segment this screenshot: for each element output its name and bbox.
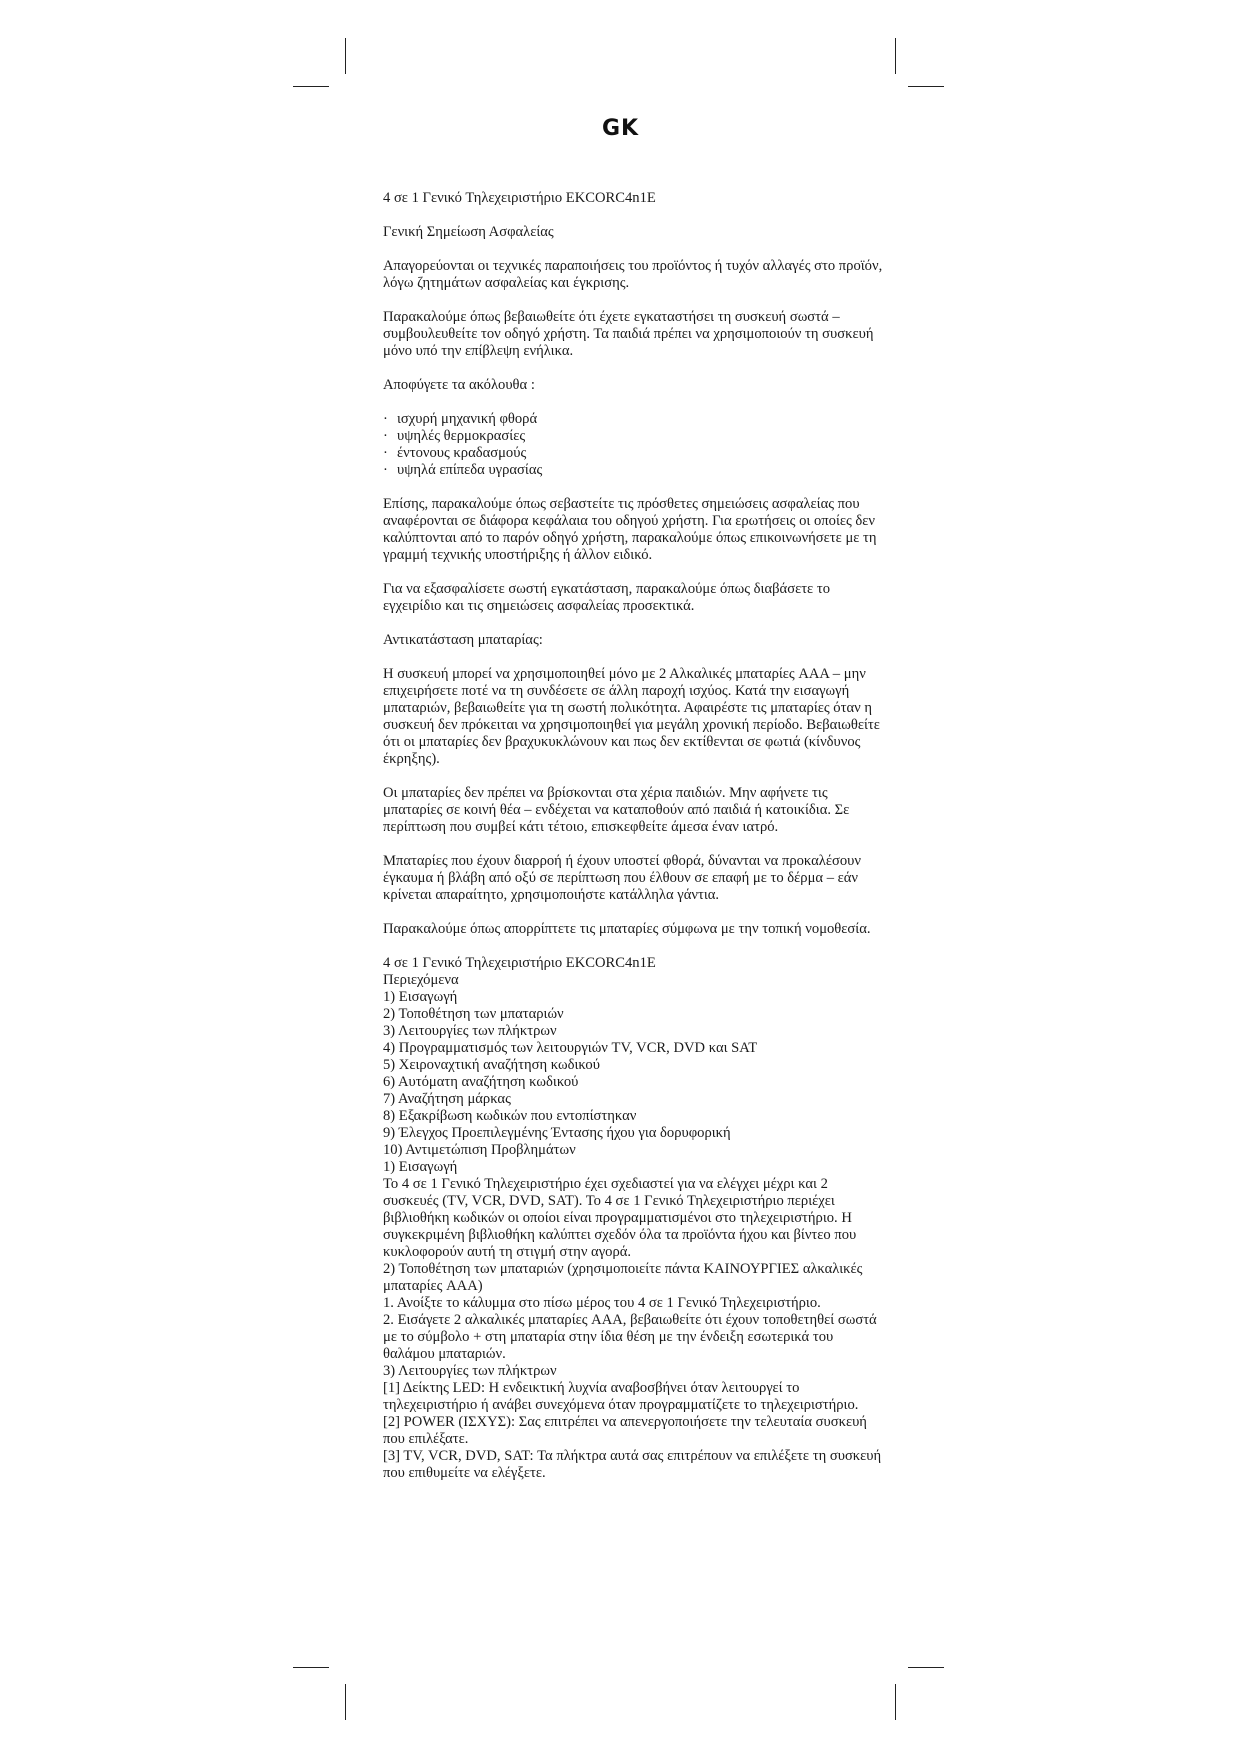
keys-heading: 3) Λειτουργίες των πλήκτρων [383,1363,557,1379]
bullet-icon: · [383,428,388,444]
table-of-contents [383,989,883,1159]
safety-paragraph-3: Επίσης, παρακαλούμε όπως σεβαστείτε τις πρόσθετες σημειώσεις ασφαλείας που αναφέρονται σε διάφορα κεφάλαια του οδηγού χρήστη. Για ερωτήσεις οι οποίες δεν καλύπτονται από το παρόν οδηγό χρήστη, παρακαλούμε όπως επικοινωνήσετε με τη γραμμή τεχνικής υποστήριξης ή άλλον ειδικό. [383,496,877,563]
toc-item: 8) Εξακρίβωση κωδικών που εντοπίστηκαν [383,1108,637,1124]
crop-mark-bottom-right-vertical [895,1684,896,1720]
key-description-3: [3] TV, VCR, DVD, SAT: Τα πλήκτρα αυτά σας επιτρέπουν να επιλέξετε τη συσκευή που επιθυμείτε να ελέγξετε. [383,1448,882,1481]
list-item: · ισχυρή μηχανική φθορά [383,411,538,427]
safety-paragraph-2: Παρακαλούμε όπως βεβαιωθείτε ότι έχετε εγκαταστήσει τη συσκευή σωστά – συμβουλευθείτε τον οδηγό χρήστη. Τα παιδιά πρέπει να χρησιμοποιούν τη συσκευή μόνο υπό την επίβλεψη ενήλικα. [383,309,874,359]
toc-item: 2) Τοποθέτηση των μπαταριών [383,1006,564,1022]
toc-item: 10) Αντιμετώπιση Προβλημάτων [383,1142,576,1158]
crop-mark-top-left-horizontal [293,86,329,87]
toc-item: 5) Χειροναχτική αναζήτηση κωδικού [383,1057,600,1073]
crop-mark-top-right-vertical [895,38,896,74]
battery-step-1: 1. Ανοίξτε το κάλυμμα στο πίσω μέρος του 4 σε 1 Γενικό Τηλεχειριστήριο. [383,1295,821,1311]
safety-heading: Γενική Σημείωση Ασφαλείας [383,224,554,240]
toc-item: 6) Αυτόματη αναζήτηση κωδικού [383,1074,579,1090]
crop-mark-bottom-left-horizontal [293,1667,329,1668]
manual-body [383,190,883,1482]
list-item: · έντονους κραδασμούς [383,445,527,461]
battery-paragraph-2: Οι μπαταρίες δεν πρέπει να βρίσκονται στα χέρια παιδιών. Μην αφήνετε τις μπαταρίες σε κοινή θέα – ενδέχεται να καταποθούν από παιδιά ή κατοικίδια. Σε περίπτωση που συμβεί κάτι τέτοιο, επισκεφθείτε άμεσα έναν ιατρό. [383,785,850,835]
contents-heading: Περιεχόμενα [383,972,459,988]
bullet-icon: · [383,462,388,478]
toc-item: 1) Εισαγωγή [383,989,458,1005]
product-title-2: 4 σε 1 Γενικό Τηλεχειριστήριο EKCORC4n1E [383,955,656,971]
safety-paragraph-1: Απαγορεύονται οι τεχνικές παραποιήσεις του προϊόντος ή τυχόν αλλαγές στο προϊόν, λόγω ζητημάτων ασφαλείας και έγκρισης. [383,258,883,291]
crop-mark-top-left-vertical [345,38,346,74]
key-description-2: [2] POWER (ΙΣΧΥΣ): Σας επιτρέπει να απενεργοποιήσετε την τελευταία συσκευή που επιλέξατε. [383,1414,867,1447]
intro-text: Το 4 σε 1 Γενικό Τηλεχειριστήριο έχει σχεδιαστεί για να ελέγχει μέχρι και 2 συσκευές (TV, VCR, DVD, SAT). Το 4 σε 1 Γενικό Τηλεχειριστήριο περιέχει βιβλιοθήκη κωδικών οι οποίοι είναι προγραμματισμένοι στο τηλεχειριστήριο. Η συγκεκριμένη βιβλιοθήκη καλύπτει σχεδόν όλα τα προϊόντα ήχου και βίντεο που κυκλοφορούν αυτή τη στιγμή στην αγορά. [383,1176,857,1260]
toc-item: 9) Έλεγχος Προεπιλεγμένης Έντασης ήχου για δορυφορική [383,1125,731,1141]
safety-paragraph-4: Για να εξασφαλίσετε σωστή εγκατάσταση, παρακαλούμε όπως διαβάσετε το εγχειρίδιο και τις σημειώσεις ασφαλείας προσεκτικά. [383,581,830,614]
intro-heading: 1) Εισαγωγή [383,1159,458,1175]
battery-paragraph-3: Μπαταρίες που έχουν διαρροή ή έχουν υποστεί φθορά, δύνανται να προκαλέσουν έγκαυμα ή βλάβη από οξύ σε περίπτωση που έλθουν σε επαφή με το δέρμα – εάν κρίνεται απαραίτητο, χρησιμοποιήστε κατάλληλα γάντια. [383,853,861,903]
toc-item: 4) Προγραμματισμός των λειτουργιών TV, VCR, DVD και SAT [383,1040,758,1056]
product-title: 4 σε 1 Γενικό Τηλεχειριστήριο EKCORC4n1E [383,190,656,206]
battery-step-2: 2. Εισάγετε 2 αλκαλικές μπαταρίες AAA, βεβαιωθείτε ότι έχουν τοποθετηθεί σωστά με το σύμβολο + στη μπαταρία στην ίδια θέση με την ένδειξη εσωτερικά του θαλάμου μπαταριών. [383,1312,877,1362]
crop-mark-top-right-horizontal [908,86,944,87]
battery-paragraph-1: Η συσκευή μπορεί να χρησιμοποιηθεί μόνο με 2 Αλκαλικές μπαταρίες AAA – μην επιχειρήσετε ποτέ να τη συνδέσετε σε άλλη παροχή ισχύος. Κατά την εισαγωγή μπαταριών, βεβαιωθείτε για τη σωστή πολικότητα. Αφαιρέστε τις μπαταρίες όταν η συσκευή δεν πρόκειται να χρησιμοποιηθεί για μεγάλη χρονική περίοδο. Βεβαιωθείτε ότι οι μπαταρίες δεν βραχυκυκλώνουν και πως δεν εκτίθενται σε φωτιά (κίνδυνος έκρηξης). [383,666,880,767]
list-item: · υψηλά επίπεδα υγρασίας [383,462,543,478]
bullet-icon: · [383,445,388,461]
toc-item: 7) Αναζήτηση μάρκας [383,1091,511,1107]
battery-install-heading: 2) Τοποθέτηση των μπαταριών (χρησιμοποιείτε πάντα ΚΑΙΝΟΥΡΓΙΕΣ αλκαλικές μπαταρίες AAA) [383,1261,863,1294]
list-item: · υψηλές θερμοκρασίες [383,428,526,444]
language-code-header: GK [601,116,640,141]
avoid-list [383,411,883,479]
bullet-icon: · [383,411,388,427]
battery-paragraph-4: Παρακαλούμε όπως απορρίπτετε τις μπαταρίες σύμφωνα με την τοπική νομοθεσία. [383,921,871,937]
battery-heading: Αντικατάσταση μπαταρίας: [383,632,543,648]
avoid-heading: Αποφύγετε τα ακόλουθα : [383,377,535,393]
crop-mark-bottom-right-horizontal [908,1667,944,1668]
toc-item: 3) Λειτουργίες των πλήκτρων [383,1023,557,1039]
crop-mark-bottom-left-vertical [345,1684,346,1720]
key-description-1: [1] Δείκτης LED: Η ενδεικτική λυχνία αναβοσβήνει όταν λειτουργεί το τηλεχειριστήριο ή ανάβει συνεχόμενα όταν προγραμματίζετε το τηλεχειριστήριο. [383,1380,859,1413]
